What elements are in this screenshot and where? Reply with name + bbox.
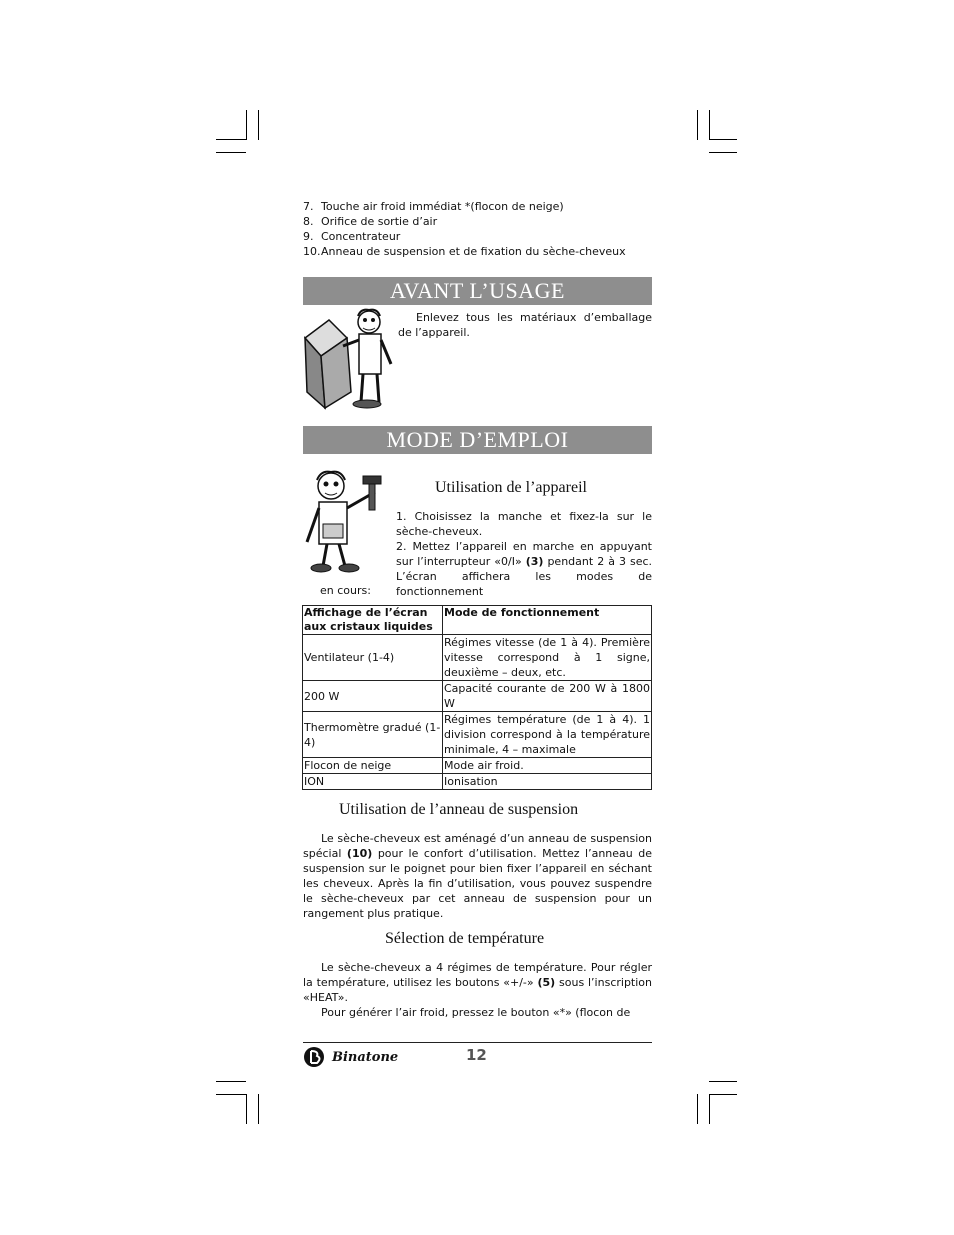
display-modes-table: [302, 605, 652, 790]
crop-mark: [709, 110, 710, 140]
list-item: 7. Touche air froid immédiat *(flocon de neige): [303, 200, 564, 213]
table-row: [303, 681, 652, 712]
table-cell: Régimes vitesse (de 1 à 4). Première vitesse correspond à 1 signe, deuxième – deux, etc.: [444, 636, 650, 679]
crop-mark: [709, 1094, 737, 1095]
table-row: [303, 712, 652, 758]
step-2-continuation: en cours:: [320, 584, 371, 597]
table-header-row: [303, 606, 652, 635]
crop-mark: [246, 1094, 247, 1124]
list-item: 8. Orifice de sortie d’air: [303, 215, 438, 228]
list-item: 10.Anneau de suspension et de fixation du sèche-cheveux: [303, 245, 626, 258]
step-2: 2. Mettez l’appareil en marche en appuyant sur l’interrupteur «0/I» (3) pendant 2 à 3 sec. L’écran affichera les modes de fonctionnement: [396, 540, 653, 598]
crop-mark: [216, 1094, 246, 1095]
table-cell: Régimes température (de 1 à 4). 1 division correspond à la température minimale, 4 – maximale: [444, 713, 650, 756]
crop-mark: [216, 152, 246, 153]
subheading-utilisation-appareil: Utilisation de l’appareil: [435, 479, 587, 496]
crop-mark: [258, 1094, 259, 1124]
subheading-selection-temperature: Sélection de température: [385, 930, 545, 947]
hammer-man-illustration: [303, 468, 393, 574]
unpacking-man-illustration: [303, 306, 395, 412]
table-header-cell: Mode de fonctionnement: [443, 606, 652, 635]
table-cell: Mode air froid.: [443, 758, 652, 774]
crop-mark: [216, 139, 246, 140]
table-cell: 200 W: [303, 681, 443, 712]
brand-name: Binatone: [332, 1049, 399, 1065]
crop-mark: [246, 110, 247, 140]
table-cell: Thermomètre gradué (1-4): [303, 712, 443, 758]
crop-mark: [216, 1081, 246, 1082]
crop-mark: [709, 152, 737, 153]
table-cell: Ventilateur (1-4): [303, 635, 443, 681]
table-row: [303, 635, 652, 681]
anneau-suspension-text: Le sèche-cheveux est aménagé d’un anneau de suspension spécial (10) pour le confort d’utilisation. Mettez l’anneau de suspension sur le poignet pour bien fixer l’appareil en séchant les cheveux. Après la fin d’utilisation, vous pouvez suspendre le sèche-cheveux par cet anneau de suspension pour un rangement plus pratique.: [303, 832, 653, 920]
section-banner-mode-emploi: MODE D’EMPLOI: [303, 426, 652, 454]
table-cell: ION: [303, 774, 443, 790]
brand-logo: [303, 1046, 398, 1068]
table-header-cell: Affichage de l’écran aux cristaux liquides: [303, 606, 443, 635]
crop-mark: [697, 1094, 698, 1124]
table-cell: Flocon de neige: [303, 758, 443, 774]
list-item: 9. Concentrateur: [303, 230, 401, 243]
crop-mark: [258, 110, 259, 140]
crop-mark: [709, 139, 737, 140]
crop-mark: [709, 1081, 737, 1082]
selection-temperature-text: Le sèche-cheveux a 4 régimes de température. Pour régler la température, utilisez les boutons «+/-» (5) sous l’inscription «HEAT». Pour générer l’air froid, pressez le bouton «*» (flocon de: [303, 961, 652, 1019]
footer-divider: [303, 1042, 652, 1043]
crop-mark: [697, 110, 698, 140]
page-number: 12: [466, 1046, 487, 1064]
binatone-logo-icon: [303, 1046, 329, 1068]
table-cell: Capacité courante de 200 W à 1800 W: [444, 682, 650, 710]
table-row: [303, 774, 652, 790]
avant-usage-text: Enlevez tous les matériaux d’emballage de l’appareil.: [398, 311, 652, 339]
parts-list: [303, 199, 663, 259]
section-banner-avant-usage: AVANT L’USAGE: [303, 277, 652, 305]
table-cell: Ionisation: [443, 774, 652, 790]
utilisation-steps: 1. Choisissez la manche et fixez-la sur le sèche-cheveux. 2. Mettez l’appareil en marche en appuyant sur l’interrupteur «0/I» (3) pendant 2 à 3 sec. L’écran affichera les modes de fonctionnement: [396, 510, 653, 598]
table-row: [303, 758, 652, 774]
subheading-anneau-suspension: Utilisation de l’anneau de suspension: [339, 801, 579, 818]
crop-mark: [709, 1094, 710, 1124]
